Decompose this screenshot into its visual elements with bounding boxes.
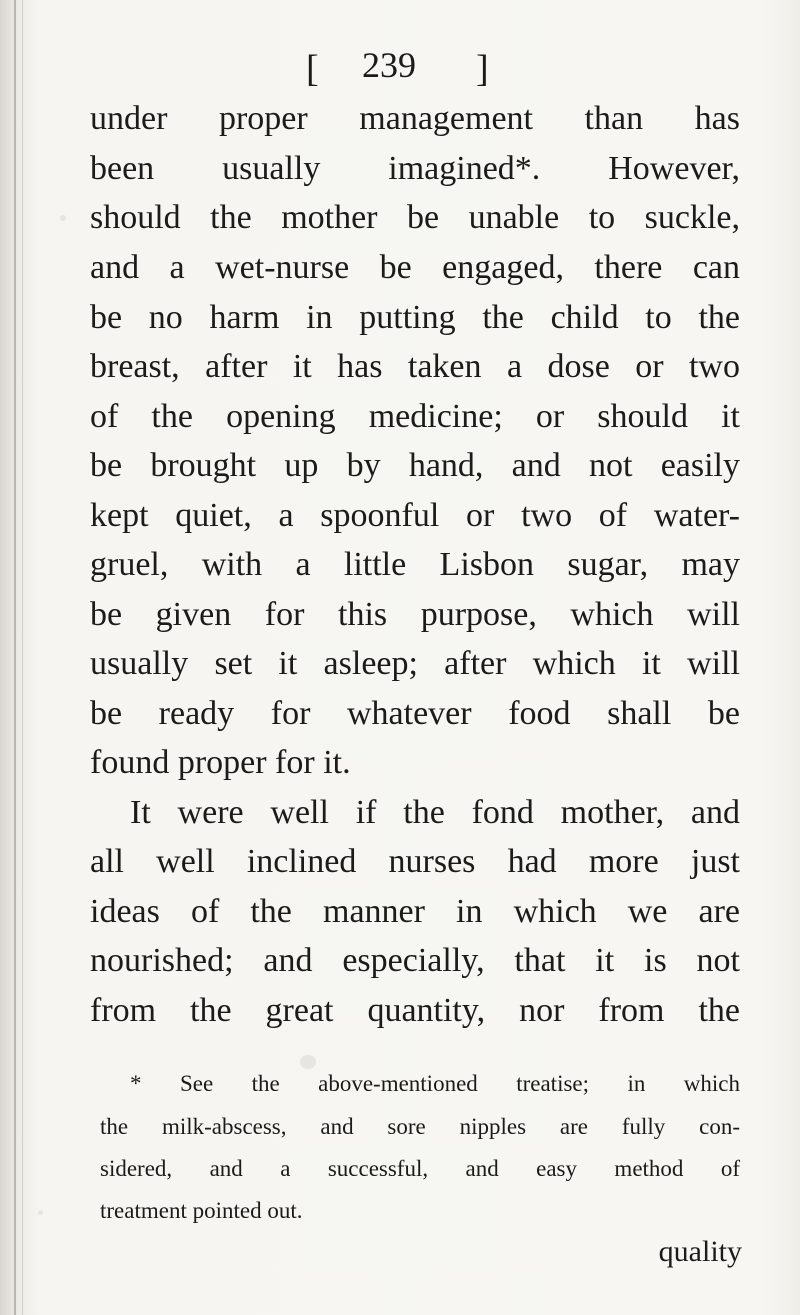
binding-edge (14, 0, 16, 1315)
body-line: be ready for whatever food shall be (90, 695, 740, 732)
ink-speck (38, 1210, 43, 1215)
footnote-line: the milk-abscess, and sore nipples are fully con- (100, 1114, 740, 1139)
body-line: be no harm in putting the child to the (90, 299, 740, 336)
footnote-line: sidered, and a successful, and easy method of (100, 1156, 740, 1181)
paragraph-start-line: It were well if the fond mother, and (130, 794, 740, 831)
body-line: ideas of the manner in which we are (90, 893, 740, 930)
bracket-close: ] (476, 48, 489, 90)
body-line: under proper management than has (90, 100, 740, 137)
page-header (300, 44, 500, 94)
body-line: and a wet-nurse be engaged, there can (90, 249, 740, 286)
ink-speck (60, 215, 66, 221)
body-line: breast, after it has taken a dose or two (90, 348, 740, 385)
body-line: kept quiet, a spoonful or two of water- (90, 497, 740, 534)
catchword: quality (658, 1235, 742, 1268)
body-line: should the mother be unable to suckle, (90, 199, 740, 236)
body-line: be brought up by hand, and not easily (90, 447, 740, 484)
footnote-line: treatment pointed out. (100, 1198, 303, 1223)
binding-edge-inner (22, 0, 23, 1315)
body-line: been usually imagined*. However, (90, 150, 740, 187)
body-line: gruel, with a little Lisbon sugar, may (90, 546, 740, 583)
body-line: of the opening medicine; or should it (90, 398, 740, 435)
body-line: from the great quantity, nor from the (90, 992, 740, 1029)
bracket-open: [ (306, 48, 319, 90)
body-line: be given for this purpose, which will (90, 596, 740, 633)
body-line: all well inclined nurses had more just (90, 843, 740, 880)
footnote-line: * See the above-mentioned treatise; in which (130, 1071, 740, 1096)
page-number: 239 (362, 45, 416, 85)
ink-smudge (300, 1055, 316, 1069)
body-line: nourished; and especially, that it is not (90, 942, 740, 979)
body-line: found proper for it. (90, 744, 351, 781)
body-line: usually set it asleep; after which it will (90, 645, 740, 682)
